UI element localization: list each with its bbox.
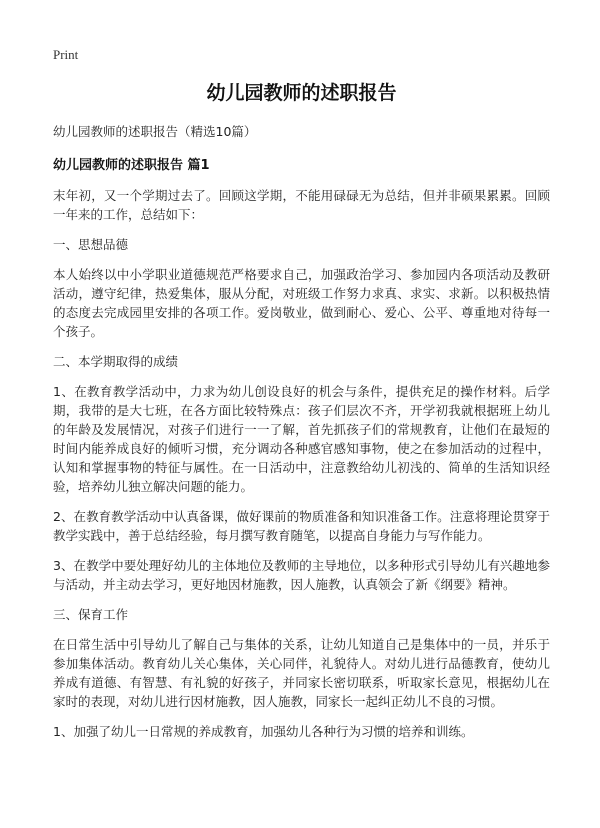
section-heading-1: 一、思想品德 <box>53 237 129 252</box>
section-3-paragraph-1: 在日常生活中引导幼儿了解自己与集体的关系，让幼儿知道自己是集体中的一员，并乐于参加集体活动。教育幼儿关心集体，关心同伴，礼貌待人。对幼儿进行品德教育，使幼儿养成有道德、有智慧、有礼貌的好孩子，并同家长密切联系，听取家长意见，根据幼儿在家时的表现，对幼儿进行因材施教，因人施教，同家长一起纠正幼儿不良的习惯。 <box>53 637 550 709</box>
section-2-paragraph-3: 3、在教学中要处理好幼儿的主体地位及教师的主导地位，以多种形式引导幼儿有兴趣地参与活动，并主动去学习，更好地因材施教，因人施教，认真领会了新《纲要》精神。 <box>53 558 550 592</box>
page-title: 幼儿园教师的述职报告 <box>206 82 397 104</box>
print-link[interactable]: Print <box>53 47 79 62</box>
section-heading-3: 三、保育工作 <box>53 607 129 622</box>
document-subtitle: 幼儿园教师的述职报告（精选10篇） <box>53 124 257 139</box>
section-3-paragraph-2: 1、加强了幼儿一日常规的养成教育，加强幼儿各种行为习惯的培养和训练。 <box>53 724 474 739</box>
section-2-paragraph-2: 2、在教育教学活动中认真备课，做好课前的物质准备和知识准备工作。注意将理论贯穿于教学实践中，善于总结经验，每月撰写教育随笔，以提高自身能力与写作能力。 <box>53 509 550 543</box>
section-heading-2: 二、本学期取得的成绩 <box>53 354 179 369</box>
intro-paragraph: 末年初，又一个学期过去了。回顾这学期，不能用碌碌无为总结，但并非硕果累累。回顾一年来的工作，总结如下： <box>53 188 550 222</box>
section-2-paragraph-1: 1、在教育教学活动中，力求为幼儿创设良好的机会与条件，提供充足的操作材料。后学期，我带的是大七班，在各方面比较特殊点：孩子们层次不齐，开学初我就根据班上幼儿的年龄及发展情况，对孩子们进行一一了解，首先抓孩子们的常规教育，让他们在最短的时间内能养成良好的倾听习惯，充分调动各种感官感知事物，使之在参加活动的过程中，认知和掌握事物的特征与属性。在一日活动中，注意教给幼儿初浅的、简单的生活知识经验，培养幼儿独立解决问题的能力。 <box>53 384 550 494</box>
article-heading: 幼儿园教师的述职报告 篇1 <box>53 158 210 173</box>
section-1-paragraph: 本人始终以中小学职业道德规范严格要求自己，加强政治学习、参加园内各项活动及教研活动，遵守纪律，热爱集体，服从分配，对班级工作努力求真、求实、求新。以积极热情的态度去完成园里安排的各项工作。爱岗敬业，做到耐心、爱心、公平、尊重地对待每一个孩子。 <box>53 267 550 339</box>
document-page <box>53 78 550 752</box>
